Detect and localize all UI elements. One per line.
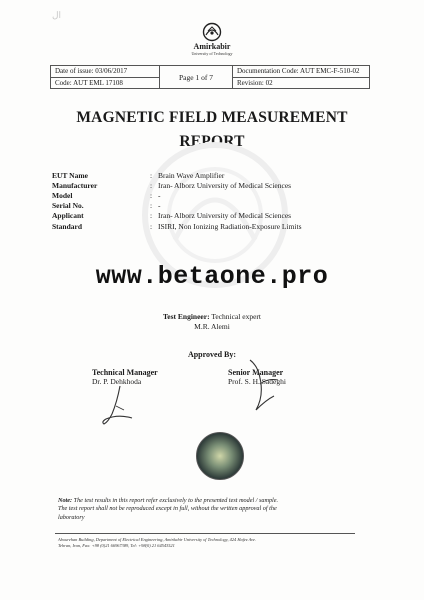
info-label: Applicant <box>52 211 84 221</box>
report-note <box>58 497 358 522</box>
university-emblem-icon <box>199 22 225 42</box>
footer-address: Abourehan Building, Department of Electrical Engineering, Amirkabir University of Technology, 424 Hafez Ave. <box>58 537 257 542</box>
info-value: - <box>158 201 161 211</box>
info-value: ISIRI, Non Ionizing Radiation-Exposure Limits <box>158 221 302 231</box>
note-line1: The test results in this report refer exclusively to the presented test model / sample. <box>73 497 279 504</box>
page-footer <box>58 537 358 549</box>
document-header-table <box>50 65 370 89</box>
document-code: Code: AUT EML 17108 <box>51 77 159 89</box>
approved-by-heading: Approved By: <box>187 350 237 359</box>
report-title-line2: REPORT <box>179 133 245 150</box>
test-engineer-block <box>0 312 424 332</box>
technical-manager-name: Dr. P. Dehkhoda <box>92 377 142 386</box>
page-number: Page 1 of 7 <box>160 66 233 88</box>
senior-manager-name: Prof. S. H. Sadeghi <box>228 377 286 386</box>
senior-manager-title: Senior Manager <box>228 368 284 377</box>
info-label: EUT Name <box>52 170 88 180</box>
info-value: Iran- Alborz University of Medical Sciences <box>158 211 292 221</box>
eut-info-table <box>52 170 302 231</box>
senior-manager-signature-icon <box>244 356 284 414</box>
info-label: Model <box>52 190 73 200</box>
technical-manager-title: Technical Manager <box>92 368 158 377</box>
technical-manager-signature-icon <box>98 384 144 428</box>
info-value: - <box>158 190 161 200</box>
info-label: Serial No. <box>52 201 84 211</box>
date-of-issue: Date of issue: 03/06/2017 <box>55 67 128 76</box>
info-row: Standard : ISIRI, Non Ionizing Radiation-Exposure Limits <box>52 221 302 231</box>
info-value: Brain Wave Amplifier <box>158 170 225 180</box>
test-engineer-label: Test Engineer: <box>162 312 210 321</box>
info-value: Iran- Alborz University of Medical Sciences <box>158 180 292 190</box>
info-label: Manufacturer <box>52 180 98 190</box>
revision: Revision: 02 <box>233 77 369 89</box>
scuff-mark: ال <box>52 10 62 20</box>
info-row: Manufacturer : Iran- Alborz University of Medical Sciences <box>52 180 292 190</box>
note-line2: The test report shall not be reproduced except in full, without the written approval of the <box>58 505 277 513</box>
hologram-seal-icon <box>196 432 244 480</box>
documentation-code: Documentation Code: AUT EMC-F-510-02 <box>237 67 360 76</box>
info-row: Serial No. : - <box>52 201 161 211</box>
note-line3: laboratory <box>58 513 85 521</box>
info-row: Applicant : Iran- Alborz University of Medical Sciences <box>52 211 292 221</box>
info-label: Standard <box>52 221 83 231</box>
note-label: Note: <box>58 497 73 504</box>
logo-subtitle: University of Technology <box>191 51 233 56</box>
test-engineer-role: Technical expert <box>211 312 261 321</box>
info-row: Model : - <box>52 190 161 200</box>
logo-name: Amirkabir <box>193 42 231 51</box>
footer-divider <box>55 533 355 534</box>
footer-contact: Tehran, Iran, Fax: +98 (0)21 66967389, Tel: +98(0) 21 64543521 <box>58 543 175 548</box>
report-title-line1: MAGNETIC FIELD MEASUREMENT <box>76 109 348 126</box>
university-logo <box>160 22 264 56</box>
test-engineer-name: M.R. Alemi <box>194 322 230 331</box>
info-row: EUT Name : Brain Wave Amplifier <box>52 170 225 180</box>
website-watermark: www.betaone.pro <box>95 262 329 291</box>
